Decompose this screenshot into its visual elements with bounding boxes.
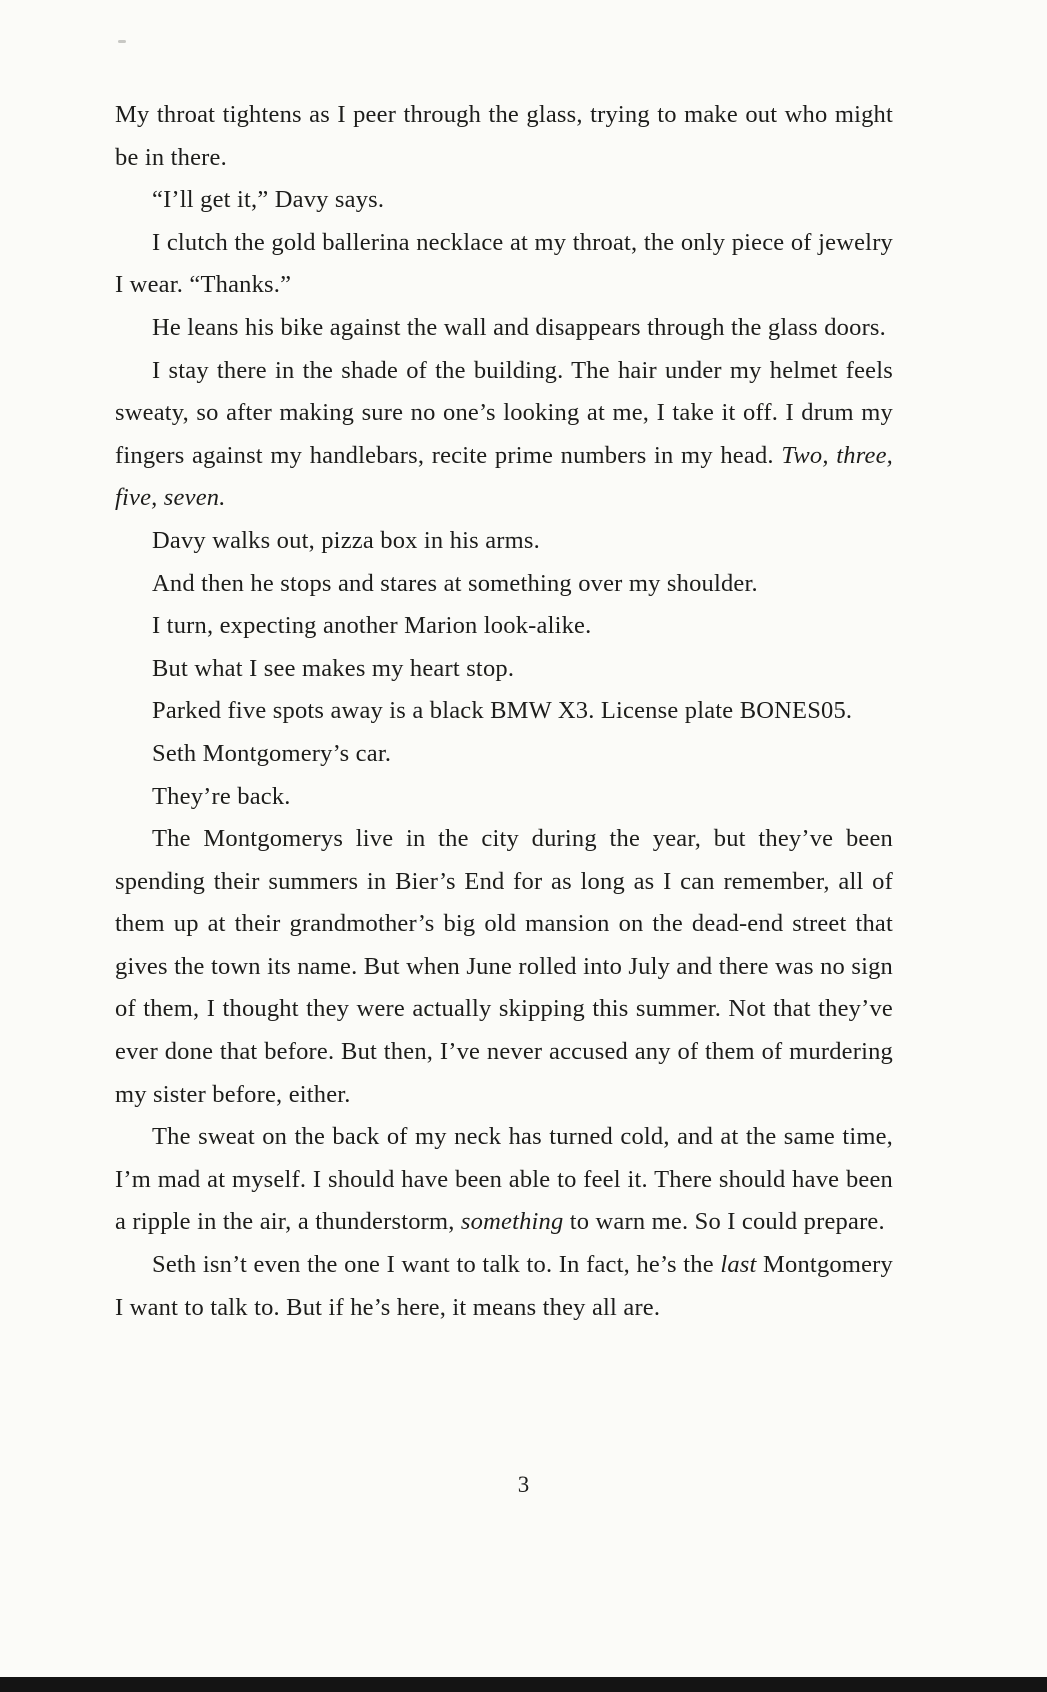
text-segment: He leans his bike against the wall and disappears through the glass doors. (152, 313, 886, 341)
text-segment: I stay there in the shade of the building. The hair under my helmet feels sweaty, so after making sure no one’s looking at me, I take it off. I drum my fingers against my handlebars, recite prime numbers in my head. (115, 356, 893, 469)
paragraph (115, 222, 893, 307)
text-segment: The Montgomerys live in the city during the year, but they’ve been spending their summers in Bier’s End for as long as I can remember, all of them up at their grandmother’s big old mansion on the dead-end street that gives the town its name. But when June rolled into July and there was no sign of them, I thought they were actually skipping this summer. Not that they’ve ever done that before. But then, I’ve never accused any of them of murdering my sister before, either. (115, 825, 893, 1108)
text-segment: Montgomery I want to talk to. But if he’s here, it means they all are. (115, 1251, 893, 1321)
text-segment: Seth Montgomery’s car. (152, 739, 392, 767)
text-segment: Parked five spots away is a black BMW X3. License plate BONES05. (152, 697, 853, 725)
paragraph (115, 605, 893, 648)
paragraph (115, 776, 893, 819)
paragraph (115, 818, 893, 1116)
paragraph (115, 648, 893, 691)
italic-text-segment: last (720, 1251, 757, 1279)
text-segment: They’re back. (152, 782, 291, 810)
paragraph (115, 520, 893, 563)
paragraph (115, 1244, 893, 1329)
paragraph (115, 1116, 893, 1244)
paragraph (115, 733, 893, 776)
paragraph (115, 350, 893, 520)
paragraph (115, 179, 893, 222)
scan-speck (118, 40, 126, 43)
text-segment: But what I see makes my heart stop. (152, 654, 515, 682)
text-segment: Seth isn’t even the one I want to talk to. In fact, he’s the (152, 1251, 721, 1279)
text-segment: to warn me. So I could prepare. (563, 1208, 885, 1236)
page-number: 3 (517, 1472, 530, 1497)
text-segment: Davy walks out, pizza box in his arms. (152, 526, 540, 554)
text-segment: And then he stops and stares at something over my shoulder. (152, 569, 758, 597)
scan-edge-bar (0, 1677, 1047, 1692)
italic-text-segment: Two, three, five, seven. (115, 441, 893, 512)
text-segment: My throat tightens as I peer through the glass, trying to make out who might be in there. (115, 101, 893, 171)
text-segment: The sweat on the back of my neck has turned cold, and at the same time, I’m mad at myself. I should have been able to feel it. There should have been a ripple in the air, a thunderstorm, (115, 1123, 893, 1236)
paragraph (115, 94, 893, 179)
italic-text-segment: something (460, 1208, 564, 1236)
paragraph (115, 690, 893, 733)
page-text (115, 94, 893, 1329)
text-segment: “I’ll get it,” Davy says. (152, 186, 385, 214)
text-segment: I clutch the gold ballerina necklace at my throat, the only piece of jewelry I wear. “Thanks.” (115, 228, 893, 299)
paragraph (115, 307, 893, 350)
paragraph (115, 563, 893, 606)
text-segment: I turn, expecting another Marion look-alike. (152, 612, 592, 640)
